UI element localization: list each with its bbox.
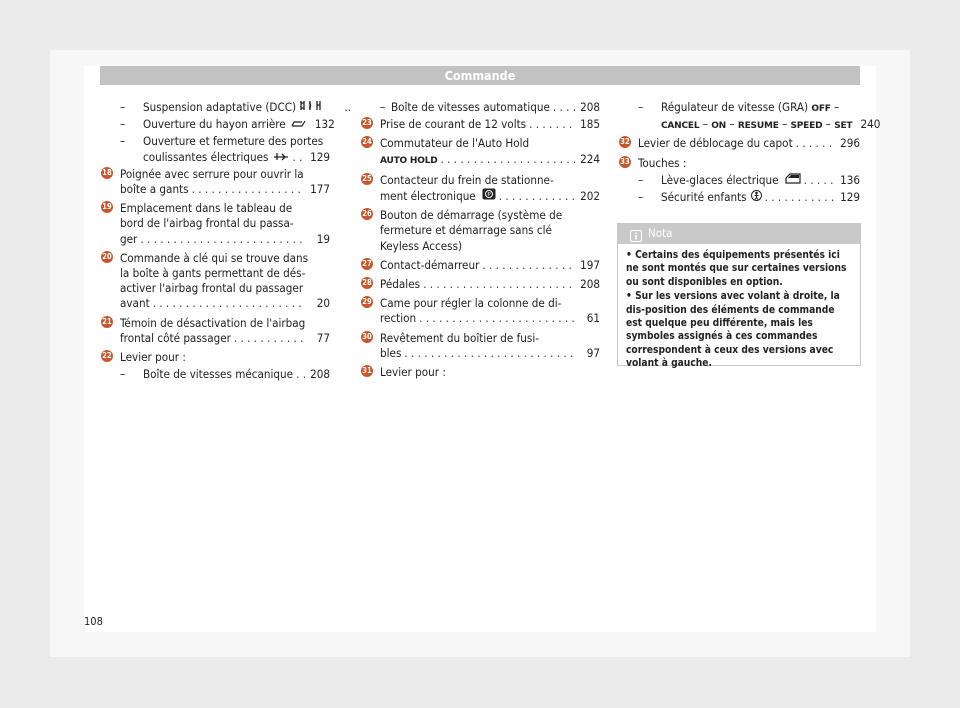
resume-key: RESUME [737, 121, 779, 132]
list-item [362, 117, 600, 132]
entry-text: Revêtement du boîtier de fusi- [380, 330, 540, 345]
parking-brake-icon [482, 188, 496, 204]
entry-page: 20 [316, 296, 330, 311]
callout-number: 29 [362, 297, 372, 307]
entry-page: 129 [840, 190, 860, 205]
entry-text: avant [120, 296, 150, 311]
list-item [620, 155, 860, 171]
callout-number: 26 [362, 209, 372, 219]
entry-page: 97 [586, 345, 600, 360]
entry-text: Boîte de vitesses mécanique [143, 367, 294, 382]
auto-hold-key: AUTO HOLD [380, 155, 438, 166]
column-3 [620, 100, 881, 207]
entry-text: Levier pour : [380, 365, 446, 380]
list-item [620, 136, 860, 151]
list-item [362, 277, 600, 292]
list-item [102, 315, 330, 346]
callout-number: 27 [362, 258, 372, 268]
callout-number: 30 [362, 331, 372, 341]
list-item: – Boîte de vitesses mécanique . . . 208 [120, 367, 330, 382]
entry-page: 202 [580, 189, 600, 204]
callout-number: 18 [102, 167, 112, 177]
list-item [362, 296, 600, 326]
entry-text: Keyless Access) [380, 238, 463, 253]
list-item [102, 250, 330, 312]
column-2 [362, 100, 600, 384]
set-key: SET [834, 121, 853, 132]
callout-number: 24 [362, 137, 372, 147]
entry-text: ment électronique [380, 189, 476, 204]
child-safety-icon [751, 190, 762, 205]
tailgate-icon [291, 117, 307, 132]
entry-text: Régulateur de vitesse (GRA) [661, 100, 809, 114]
entry-text: Touches : [638, 155, 687, 170]
callout-number: 22 [102, 351, 112, 361]
list-item [362, 208, 600, 254]
entry-page: 208 [580, 277, 600, 292]
entry-text: fermeture et démarrage sans clé [380, 223, 552, 238]
list-item [102, 166, 330, 197]
callout-number: 21 [102, 316, 112, 326]
entry-text: bles [380, 345, 402, 360]
entry-text: Came pour régler la colonne de di- [380, 296, 562, 311]
entry-page: 61 [586, 311, 600, 326]
callout-number: 23 [362, 118, 372, 128]
entry-page: 296 [840, 136, 860, 151]
entry-page: 129 [310, 149, 330, 164]
entry-text: Lève-glaces électrique [661, 172, 779, 187]
list-item: – Ouverture du hayon arrière 132 [120, 117, 335, 132]
entry-page: 19 [316, 231, 330, 246]
entry-text: Sécurité enfants [661, 190, 747, 205]
callout-number: 20 [102, 251, 112, 261]
entry-text: ger [120, 231, 138, 246]
off-key: OFF [811, 104, 831, 114]
list-item: – Sécurité enfants . . . 129 [638, 190, 860, 205]
entry-text: activer l'airbag frontal du passager [120, 281, 304, 296]
entry-text: Ouverture du hayon arrière [143, 117, 286, 132]
entry-text: Commutateur de l'Auto Hold [380, 136, 530, 151]
entry-text: rection [380, 311, 417, 326]
list-item [362, 365, 600, 380]
list-item [362, 330, 600, 361]
list-item: – Suspension adaptative (DCC) .. [120, 100, 352, 114]
entry-text: frontal côté passager [120, 330, 231, 345]
entry-text: Levier de déblocage du capot [638, 136, 793, 151]
callout-number: 28 [362, 278, 372, 288]
entry-text: bord de l'airbag frontal du passa- [120, 216, 294, 231]
note-title: Nota [648, 226, 673, 240]
entry-text: Commande à clé qui se trouve dans [120, 250, 309, 265]
entry-page: 77 [316, 330, 330, 345]
callout-number: 31 [362, 366, 372, 376]
entry-text: Ouverture et fermeture des portes [143, 134, 324, 149]
svg-text:P: P [487, 192, 491, 199]
list-item [362, 172, 600, 204]
entry-text: Témoin de désactivation de l'airbag [120, 315, 306, 330]
entry-text: Prise de courant de 12 volts [380, 117, 527, 132]
entry-text: Emplacement dans le tableau de [120, 201, 293, 216]
entry-page: 177 [310, 182, 330, 197]
list-item: – Lève-glaces électrique . . . 136 [638, 173, 860, 188]
entry-text: Bouton de démarrage (système de [380, 208, 563, 223]
list-item [102, 201, 330, 247]
entry-page: 208 [580, 100, 600, 114]
entry-page: 197 [580, 257, 600, 272]
on-key: ON [711, 121, 727, 132]
note-body [618, 244, 860, 371]
page-number: 108 [84, 615, 103, 628]
note-header [618, 224, 860, 244]
entry-text: coulissantes électriques [143, 149, 269, 164]
info-icon [630, 227, 642, 246]
note-box [617, 223, 861, 370]
list-item [362, 257, 600, 273]
note-item: • Sur les versions avec volant à droite, la dis-position des éléments de commande est quelque peu différente, mais les symboles assignés à ces commandes correspondent à ceux des versions avec volant à gauche. [626, 291, 840, 370]
entry-text: Pédales [380, 277, 421, 292]
callout-number: 33 [620, 156, 630, 166]
entry-text: boîte a gants [120, 182, 189, 197]
entry-text: Contact-démarreur [380, 257, 480, 272]
callout-number: 19 [102, 202, 112, 212]
entry-page: 132 [314, 117, 335, 132]
sliding-door-icon [273, 150, 289, 165]
cancel-key: CANCEL [661, 121, 700, 132]
entry-page: 224 [580, 151, 600, 166]
page-header: Commande [100, 66, 860, 85]
entry-page: .. [344, 100, 352, 114]
window-lift-icon [785, 173, 801, 188]
entry-text: Boîte de vitesses automatique [391, 100, 550, 114]
entry-page: 240 [860, 117, 881, 132]
note-item: • Certains des équipements présentés ici ne sont montés que sur certaines versions ou sont disponibles en option. [626, 250, 847, 288]
entry-page: 136 [840, 172, 860, 187]
entry-text: Suspension adaptative (DCC) [143, 100, 297, 114]
list-item [102, 350, 330, 365]
list-item: – Boîte de vitesses automatique . . . 208 [380, 100, 600, 115]
entry-page: 185 [580, 117, 600, 132]
entry-text: Contacteur du frein de stationne- [380, 172, 554, 187]
column-1 [102, 100, 352, 384]
list-item: – Ouverture et fermeture des portes coulissantes électriques . . . 129 [120, 134, 330, 164]
dcc-icon [299, 100, 323, 115]
speed-key: SPEED [790, 121, 823, 132]
entry-text: la boîte à gants permettant de dés- [120, 266, 306, 281]
entry-page: 208 [310, 367, 330, 382]
callout-number: 32 [620, 137, 630, 147]
list-item: – Régulateur de vitesse (GRA) OFF – CANCEL – ON – RESUME – SPEED – SET 240 [638, 100, 881, 132]
list-item [362, 136, 600, 168]
entry-text: Levier pour : [120, 350, 186, 365]
entry-text: Poignée avec serrure pour ouvrir la [120, 166, 304, 181]
callout-number: 25 [362, 173, 372, 183]
